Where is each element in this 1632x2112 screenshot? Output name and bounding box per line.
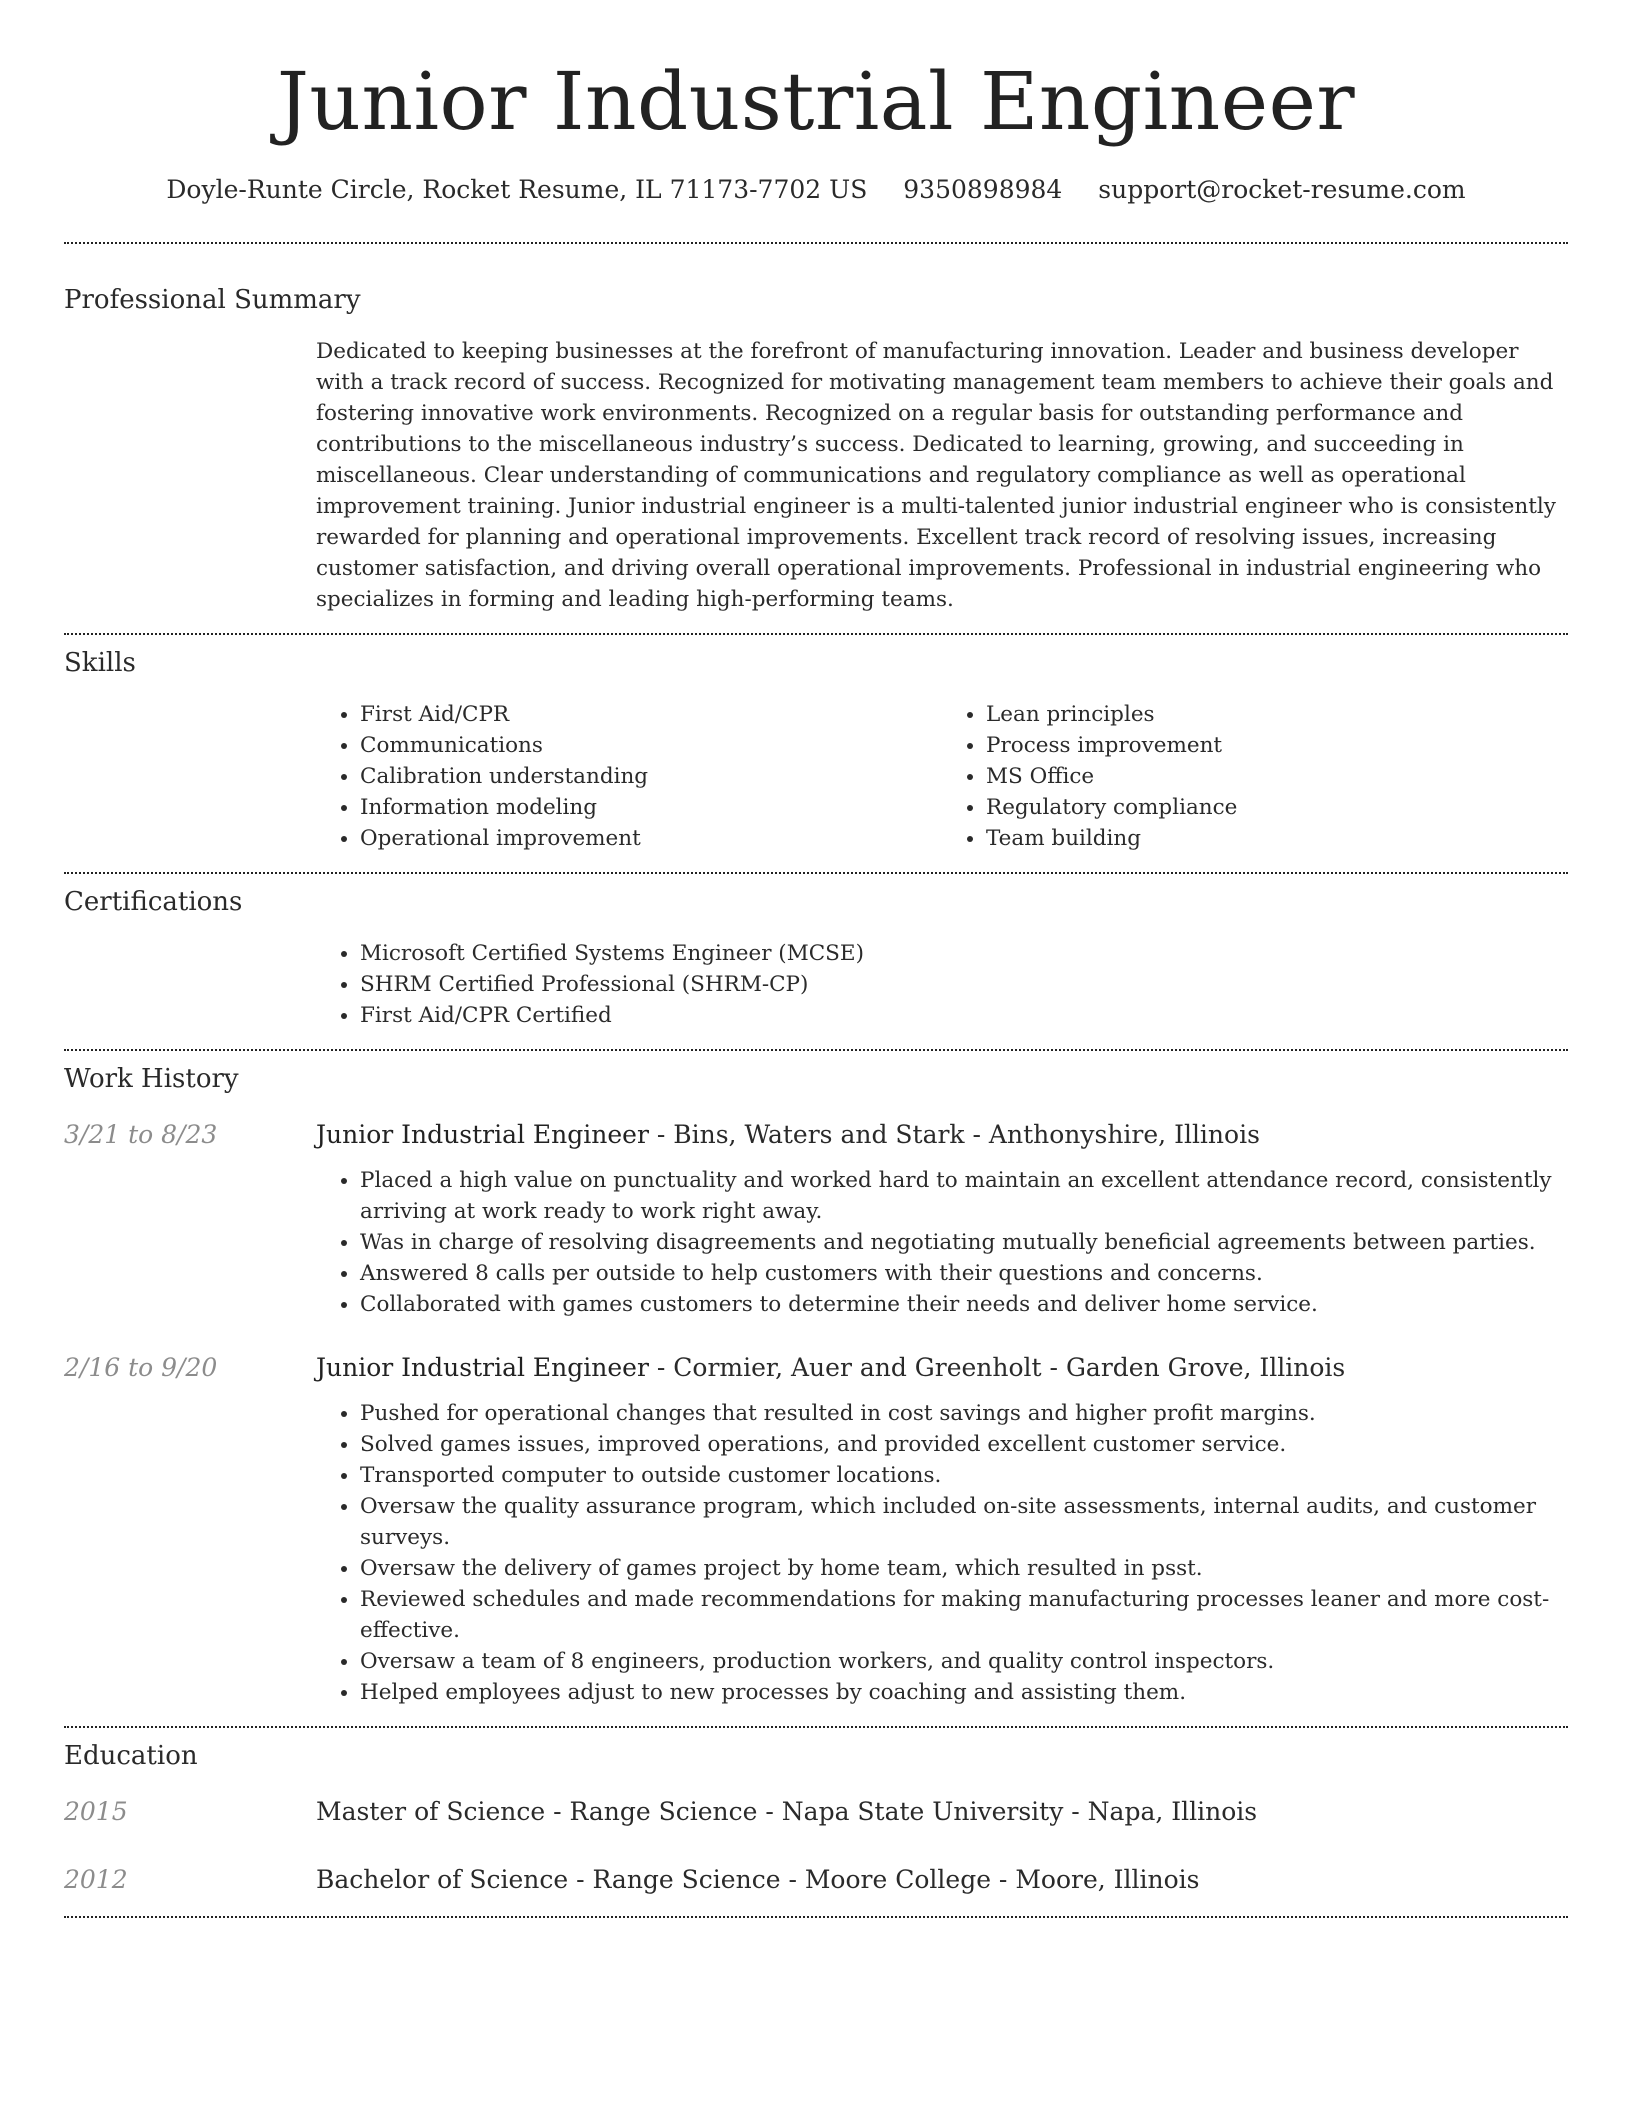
list-item: • Oversaw the quality assurance program, which included on-site assessments, internal audits, and customer surveys. [360, 1491, 1568, 1553]
list-item: • Oversaw a team of 8 engineers, production workers, and quality control inspectors. [360, 1646, 1568, 1677]
education-date: 2015 [64, 1797, 128, 1826]
contact-address: Doyle-Runte Circle, Rocket Resume, IL 71173-7702 US [166, 175, 868, 204]
list-item: • SHRM Certified Professional (SHRM-CP) [360, 969, 1568, 1000]
work-history-title: Work History [64, 1064, 239, 1094]
list-item: • Information modeling [360, 792, 942, 823]
education-degree: Master of Science [316, 1797, 546, 1826]
education-section [64, 1728, 1568, 1898]
job-date: 3/21 to 8/23 [64, 1120, 218, 1149]
summary-content [316, 336, 1568, 615]
skills-column-left [316, 699, 942, 854]
list-item: • Communications [360, 730, 942, 761]
contact-line [64, 172, 1568, 208]
list-item: • Operational improvement [360, 823, 942, 854]
list-item: • Pushed for operational changes that resulted in cost savings and higher profit margins. [360, 1398, 1568, 1429]
list-item: • MS Office [986, 761, 1568, 792]
certifications-section [64, 874, 1568, 1031]
job-bullets [316, 1398, 1568, 1708]
contact-email: support@rocket-resume.com [1098, 175, 1466, 204]
list-item: • Lean principles [986, 699, 1568, 730]
education-date: 2012 [64, 1865, 128, 1894]
list-item: • Reviewed schedules and made recommendations for making manufacturing processes leaner and more cost-effective. [360, 1584, 1568, 1646]
list-item: • Collaborated with games customers to determine their needs and deliver home service. [360, 1289, 1568, 1320]
education-details: - Range Science - Napa State University - Napa, Illinois [545, 1797, 1258, 1826]
list-item: • Transported computer to outside customer locations. [360, 1460, 1568, 1491]
list-item: • First Aid/CPR Certified [360, 1000, 1568, 1031]
list-item: • Was in charge of resolving disagreements and negotiating mutually beneficial agreements between parties. [360, 1227, 1568, 1258]
education-entry [64, 1794, 1568, 1830]
education-title-line [316, 1862, 1200, 1898]
summary-section [64, 244, 1568, 615]
job-entry [64, 1117, 1568, 1320]
job-role: Junior Industrial Engineer [316, 1120, 649, 1149]
skills-section [64, 635, 1568, 854]
list-item: • Microsoft Certified Systems Engineer (MCSE) [360, 938, 1568, 969]
section-divider [64, 1916, 1568, 1918]
list-item: • Helped employees adjust to new processes by coaching and assisting them. [360, 1677, 1568, 1708]
contact-phone: 9350898984 [903, 175, 1063, 204]
summary-text: Dedicated to keeping businesses at the forefront of manufacturing innovation. Leader and business developer with a track record of success. Recognized for motivating management team members to achieve their goals and fostering innovative work environments. Recognized on a regular basis for outstanding performance and contributions to the miscellaneous industry’s success. Dedicated to learning, growing, and succeeding in miscellaneous. Clear understanding of communications and regulatory compliance as well as operational improvement training. Junior industrial engineer is a multi-talented junior industrial engineer who is consistently rewarded for planning and operational improvements. Excellent track record of resolving issues, increasing customer satisfaction, and driving overall operational improvements. Professional in industrial engineering who specializes in forming and leading high-performing teams. [316, 339, 1556, 612]
job-header [64, 1350, 1568, 1386]
job-header [64, 1117, 1568, 1153]
job-details: - Bins, Waters and Stark - Anthonyshire, Illinois [648, 1120, 1260, 1149]
list-item: • Oversaw the delivery of games project by home team, which resulted in psst. [360, 1553, 1568, 1584]
job-details: - Cormier, Auer and Greenholt - Garden Grove, Illinois [648, 1353, 1346, 1382]
education-title: Education [64, 1741, 198, 1771]
skills-title: Skills [64, 648, 136, 678]
list-item: • Solved games issues, improved operations, and provided excellent customer service. [360, 1429, 1568, 1460]
list-item: • First Aid/CPR [360, 699, 942, 730]
list-item: • Calibration understanding [360, 761, 942, 792]
job-title [316, 1350, 1345, 1386]
list-item: • Regulatory compliance [986, 792, 1568, 823]
certifications-title: Certifications [64, 887, 243, 917]
certifications-list [316, 938, 1568, 1031]
list-item: • Placed a high value on punctuality and worked hard to maintain an excellent attendance record, consistently arriving at work ready to work right away. [360, 1165, 1568, 1227]
list-item: • Answered 8 calls per outside to help customers with their questions and concerns. [360, 1258, 1568, 1289]
skills-column-right [942, 699, 1568, 854]
job-title [316, 1117, 1260, 1153]
list-item: • Team building [986, 823, 1568, 854]
education-title-line [316, 1794, 1257, 1830]
education-details: - Range Science - Moore College - Moore, Illinois [568, 1865, 1200, 1894]
job-role: Junior Industrial Engineer [316, 1353, 649, 1382]
resume-header [64, 0, 1568, 208]
education-degree: Bachelor of Science [316, 1865, 569, 1894]
education-entry [64, 1862, 1568, 1898]
job-entry [64, 1350, 1568, 1708]
job-date: 2/16 to 9/20 [64, 1353, 218, 1382]
list-item: • Process improvement [986, 730, 1568, 761]
summary-title: Professional Summary [64, 285, 361, 315]
skills-list [316, 699, 1568, 854]
job-bullets [316, 1165, 1568, 1320]
candidate-name: Junior Industrial Engineer [276, 55, 1356, 148]
work-history-section [64, 1051, 1568, 1708]
